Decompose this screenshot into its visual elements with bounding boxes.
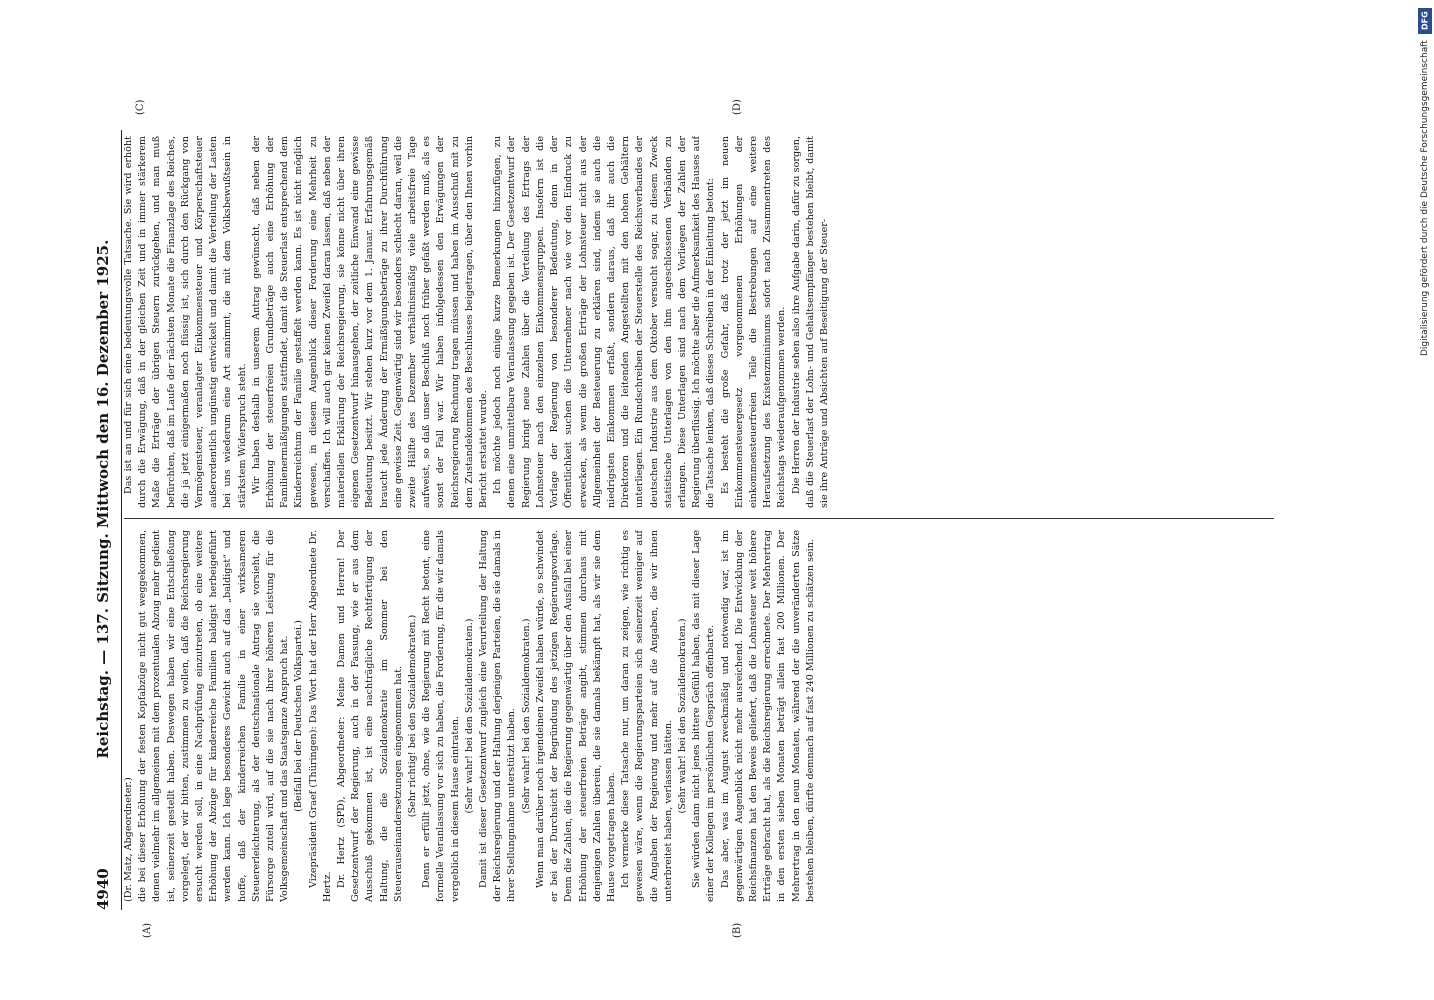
paragraph: Damit ist dieser Gesetzentwurf zugleich eine Verurteilung der Haltung der Reichsregierung und der Haltung derjenigen Parteien, die sie damals in ihrer Stellungnahme unterstützt haben.: [478, 530, 518, 902]
right-column: [122, 136, 1282, 508]
left-column: [122, 530, 1282, 902]
block-quote: Es besteht die große Gefahr, daß trotz der jetzt im neuen Einkommensteuergesetz vorgenommenen Erhöhungen der einkommensteuerfreien Teile die Bestrebungen auf eine weitere Heraufsetzung des Existenzminimums sofort nach Zusammentreten des Reichstags wiederaufgenommen werden.: [719, 136, 788, 508]
paragraph: die bei dieser Erhöhung der festen Kopfabzüge nicht gut weggekommen, denen vielmehr im allgemeinen mit dem prozentualen Abzug mehr gedient ist, seinerzeit gestellt haben. Deswegen haben wir eine Entschließung vorgelegt, der wir bitten, zustimmen zu wollen, daß die Reichsregierung ersucht werden soll, in eine Nachprüfung einzutreten, ob eine weitere Erhöhung der Abzüge für kinderreiche Familien baldigst herbeigeführt werden kann. Ich lege besonderes Gewicht auch auf das „baldigst“ und hoffe, daß der kinderreichen Familie in einer wirksameren Steuererleichterung, als der deutschnationale Antrag sie vorsieht, die Fürsorge zuteil wird, auf die sie nach ihrer höheren Leistung für die Volksgemeinschaft und das Staatsganze Anspruch hat.: [137, 530, 291, 902]
paragraph: Wenn man darüber noch irgendeinen Zweifel haben würde, so schwindet er bei der Durchsicht der Begründung des jetzigen Regierungsvorlage. Denn die Zahlen, die die Regierung gegenwärtig über den Ausfall bei einer Erhöhung der steuerfreien Beträge angibt, stimmen durchaus mit denjenigen Zahlen überein, die sie damals bekämpft hat, als wir sie dem Hause vorgetragen haben.: [534, 530, 617, 902]
interjection: (Sehr wahr! bei den Sozialdemokraten.): [520, 618, 532, 814]
column-divider: [124, 518, 1274, 519]
interjection: (Sehr wahr! bei den Sozialdemokraten.): [676, 618, 688, 814]
margin-marker-d: (D): [732, 99, 743, 115]
paragraph: Denn er erfüllt jetzt, ohne, wie die Regierung mit Recht betont, eine formelle Veranlassung vor sich zu haben, die Forderung, für die wir damals vergeblich in diesem Hause eintraten.: [421, 530, 461, 902]
paragraph: Vizepräsident Graef (Thüringen): Das Wort hat der Herr Abgeordnete Dr. Hertz.: [307, 530, 333, 902]
interjection: (Sehr wahr! bei den Sozialdemokraten.): [463, 618, 475, 814]
paragraph: Dr. Hertz (SPD), Abgeordneter: Meine Damen und Herren! Der Gesetzentwurf der Regierung, auch in der Fassung, wie er aus dem Ausschuß gekommen ist, ist eine nachträgliche Rechtfertigung der Haltung, die die Sozialdemokratie im Sommer bei den Steuerauseinandersetzungen eingenommen hat.: [336, 530, 404, 902]
dfg-watermark: [1418, 8, 1432, 998]
paragraph: Sie würden dann nicht jenes bittere Gefühl haben, das mit dieser Lage einer der Kollegen im persönlichen Gespräch offenbarte.: [691, 530, 717, 902]
page-header: [85, 130, 122, 910]
interjection: (Sehr richtig! bei den Sozialdemokraten.): [407, 614, 419, 818]
paragraph: Das ist an und für sich eine bedeutungsvolle Tatsache. Sie wird erhöht durch die Erwägung, daß in der gleichen Zeit und in immer stärkerem Maße die Erträge der übrigen Steuern zurückgehen, und man muß befürchten, daß im Laufe der nächsten Monate die Finanzlage des Reiches, die ja jetzt einigermaßen noch flüssig ist, sich durch den Rückgang von Vermögensteuer, veranlagter Einkommensteuer und Körperschaftsteuer außerordentlich ungünstig entwickelt und damit die Verteilung der Lasten bei uns wiederum eine Art annimmt, die mit dem Volksbewußtsein in stärkstem Widerspruch steht.: [123, 136, 248, 508]
applause-note: (Beifall bei der Deutschen Volkspartei.): [293, 620, 305, 812]
paragraph: Wir haben deshalb in unserem Antrag gewünscht, daß neben der Erhöhung der steuerfreien Grundbeträge auch eine Erhöhung der Familienermäßigungen stattfindet, damit die Steuerlast entsprechend dem Kinderreichtum der Familie gestaffelt werden kann. Es ist nicht möglich gewesen, in diesem Augenblick dieser Forderung eine Mehrheit zu verschaffen. Ich will auch gar keinen Zweifel daran lassen, daß neben der materiellen Erklärung der Reichsregierung, sie könne nicht über ihren eigenen Gesetzentwurf hinausgehen, der zeitliche Einwand eine gewisse Bedeutung besitzt. Wir stehen kurz vor dem 1. Januar. Erfahrungsgemäß braucht jede Änderung der Ermäßigungsbeträge zu ihrer Durchführung eine gewisse Zeit. Gegenwärtig sind wir besonders schlecht daran, weil die zweite Hälfte des Dezember verhältnismäßig viele arbeitsfreie Tage aufweist, so daß unser Beschluß noch früher gefaßt werden muß, als es sonst der Fall war. Wir haben infolgedessen den Erwägungen der Reichsregierung Rechnung tragen müssen und haben im Ausschuß mit zu dem Zustandekommen des Beschlusses beigetragen, über den Ihnen vorhin Bericht erstattet wurde.: [250, 136, 490, 508]
dfg-logo-badge: DFG: [1418, 8, 1432, 34]
paragraph: Die Herren der Industrie sehen also ihre Aufgabe darin, dafür zu sorgen, daß die Steuerlast der Lohn- und Gehaltsempfänger bestehen bleibt, damit sie ihre Anträge und Absichten auf Beseitigung der Steuer-: [790, 136, 830, 508]
margin-marker-b: (B): [732, 922, 743, 938]
margin-marker-c: (C): [135, 99, 146, 115]
margin-marker-a: (A): [142, 922, 153, 938]
paragraph: Das aber, was im August zweckmäßig und notwendig war, ist im gegenwärtigen Augenblick nicht mehr ausreichend. Die Entwicklung der Reichsfinanzen hat den Beweis geliefert, daß die Lohnsteuer weit höhere Erträge gebracht hat, als die Reichsregierung errechnete. Der Mehrertrag in den ersten sieben Monaten beträgt allein fast 200 Millionen. Der Mehrertrag in den neun Monaten, während der die unveränderten Sätze bestehen bleiben, dürfte demnach auf fast 240 Millionen zu schätzen sein.: [719, 530, 816, 902]
paragraph: Ich möchte jedoch noch einige kurze Bemerkungen hinzufügen, zu denen eine unmittelbare Veranlassung gegeben ist. Der Gesetzentwurf der Regierung bringt neue Zahlen über die Verteilung des Ertrags der Lohnsteuer nach den einzelnen Einkommensgruppen. Insofern ist die Vorlage der Regierung von besonderer Bedeutung, denn in der Öffentlichkeit suchen die Unternehmer nach wie vor den Eindruck zu erwecken, als wenn die großen Erträge der Lohnsteuer nicht aus der Allgemeinheit der Besteuerung zu erklären sind, indem sie auch die niedrigsten Einkommen erfaßt, sondern daraus, daß ihr auch die Direktoren und die leitenden Angestellten mit den hohen Gehältern unterliegen. Ein Rundschreiben der Steuerstelle des Reichsverbandes der deutschen Industrie aus dem Oktober versucht sogar, zu diesem Zweck statistische Unterlagen von den ihm angeschlossenen Verbänden zu erlangen. Diese Unterlagen sind nach dem Vorliegen der Zahlen der Regierung überflüssig. Ich möchte aber die Aufmerksamkeit des Hauses auf die Tatsache lenken, daß dieses Schreiben in der Einleitung betont:: [492, 136, 717, 508]
speaker-continuation: (Dr. Matz, Abgeordneter.): [123, 777, 134, 902]
digitization-credit: Digitalisierung gefördert durch die Deutsche Forschungsgemeinschaft: [1420, 40, 1430, 356]
page-number: 4940: [94, 868, 112, 910]
page-title: Reichstag. — 137. Sitzung. Mittwoch den 16. Dezember 1925.: [94, 239, 112, 759]
paragraph: Ich vermerke diese Tatsache nur, um daran zu zeigen, wie richtig es gewesen wäre, wenn die Regierungsparteien sich seinerzeit weniger auf die Angaben der Regierung und mehr auf die Angaben, die wir ihnen unterbreitet haben, verlassen hätten.: [620, 530, 674, 902]
